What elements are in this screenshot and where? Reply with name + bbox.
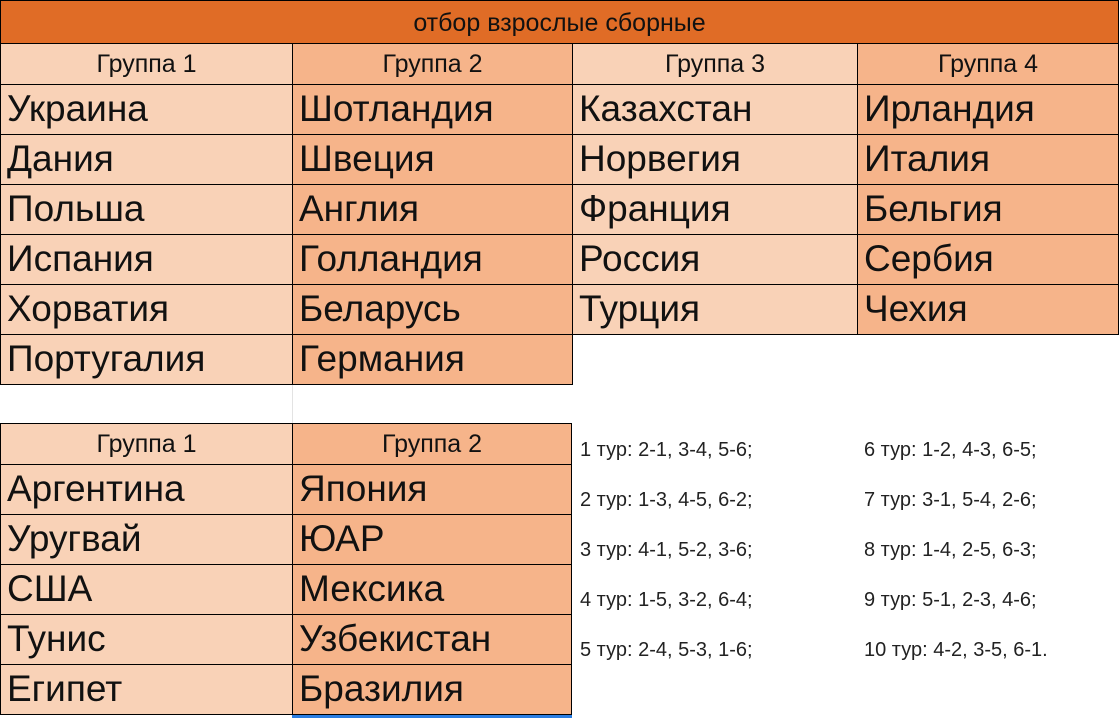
team-cell[interactable]: Чехия: [857, 284, 1119, 335]
schedule-round[interactable]: 8 тур: 1-4, 2-5, 6-3;: [864, 539, 1037, 561]
group-header[interactable]: Группа 1: [0, 43, 293, 85]
team-cell[interactable]: Швеция: [292, 134, 573, 185]
team-cell[interactable]: Уругвай: [0, 514, 293, 565]
team-cell[interactable]: Казахстан: [572, 84, 858, 135]
team-cell[interactable]: Узбекистан: [292, 614, 572, 665]
schedule-round[interactable]: 1 тур: 2-1, 3-4, 5-6;: [580, 439, 753, 461]
group-header[interactable]: Группа 2: [292, 423, 572, 465]
sheet-title[interactable]: отбор взрослые сборные: [0, 0, 1119, 43]
team-cell[interactable]: Италия: [857, 134, 1119, 185]
schedule-round[interactable]: 5 тур: 2-4, 5-3, 1-6;: [580, 639, 753, 661]
team-cell[interactable]: Норвегия: [572, 134, 858, 185]
team-cell[interactable]: Ирландия: [857, 84, 1119, 135]
team-cell[interactable]: Голландия: [292, 234, 573, 285]
team-cell[interactable]: Шотландия: [292, 84, 573, 135]
schedule-round[interactable]: 2 тур: 1-3, 4-5, 6-2;: [580, 489, 753, 511]
team-cell[interactable]: Германия: [292, 334, 573, 385]
team-cell[interactable]: Франция: [572, 184, 858, 235]
team-cell[interactable]: Тунис: [0, 614, 293, 665]
team-cell[interactable]: Египет: [0, 664, 293, 715]
cell-selection-indicator: [292, 715, 572, 718]
team-cell[interactable]: Сербия: [857, 234, 1119, 285]
team-cell[interactable]: Испания: [0, 234, 293, 285]
team-cell[interactable]: Россия: [572, 234, 858, 285]
group-header[interactable]: Группа 2: [292, 43, 573, 85]
group-header[interactable]: Группа 3: [572, 43, 858, 85]
group-header[interactable]: Группа 4: [857, 43, 1119, 85]
team-cell[interactable]: ЮАР: [292, 514, 572, 565]
schedule-round[interactable]: 4 тур: 1-5, 3-2, 6-4;: [580, 589, 753, 611]
schedule-round[interactable]: 9 тур: 5-1, 2-3, 4-6;: [864, 589, 1037, 611]
team-cell[interactable]: Дания: [0, 134, 293, 185]
team-cell[interactable]: Япония: [292, 464, 572, 515]
team-cell[interactable]: Беларусь: [292, 284, 573, 335]
team-cell[interactable]: Англия: [292, 184, 573, 235]
team-cell[interactable]: Португалия: [0, 334, 293, 385]
schedule-round[interactable]: 6 тур: 1-2, 4-3, 6-5;: [864, 439, 1037, 461]
team-cell[interactable]: США: [0, 564, 293, 615]
team-cell[interactable]: Польша: [0, 184, 293, 235]
team-cell[interactable]: Турция: [572, 284, 858, 335]
team-cell[interactable]: Украина: [0, 84, 293, 135]
team-cell[interactable]: Аргентина: [0, 464, 293, 515]
team-cell[interactable]: Бразилия: [292, 664, 572, 715]
schedule-round[interactable]: 3 тур: 4-1, 5-2, 3-6;: [580, 539, 753, 561]
group-header[interactable]: Группа 1: [0, 423, 293, 465]
schedule-round[interactable]: 10 тур: 4-2, 3-5, 6-1.: [864, 639, 1048, 661]
gridline: [292, 383, 293, 423]
schedule-round[interactable]: 7 тур: 3-1, 5-4, 2-6;: [864, 489, 1037, 511]
team-cell[interactable]: Мексика: [292, 564, 572, 615]
team-cell[interactable]: Хорватия: [0, 284, 293, 335]
team-cell[interactable]: Бельгия: [857, 184, 1119, 235]
